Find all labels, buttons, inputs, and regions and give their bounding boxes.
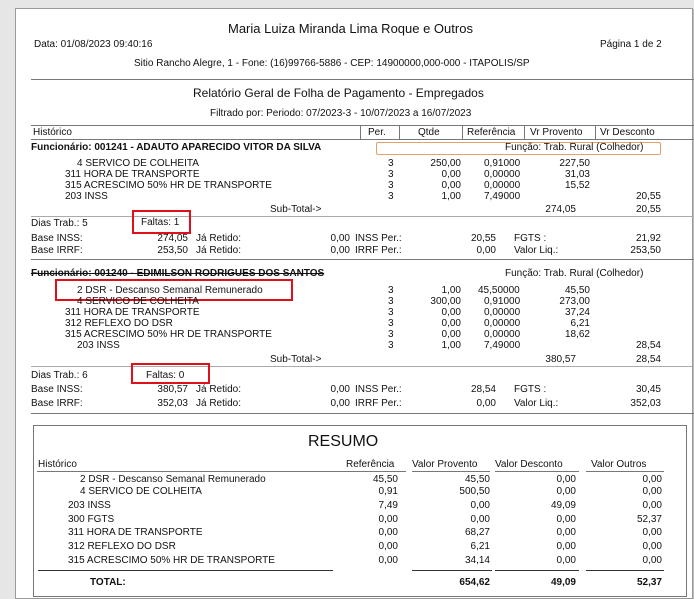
resumo-row-desc: 4 SERVICO DE COLHEITA	[80, 486, 202, 497]
fgts-value: 21,92	[635, 233, 661, 244]
earning-ref: 0,00000	[484, 307, 521, 318]
employee-function: Função: Trab. Rural (Colhedor)	[505, 268, 644, 279]
deduction-value: 20,55	[635, 191, 661, 202]
report-page	[15, 8, 693, 599]
col-vr-provento: Vr Provento	[530, 127, 583, 138]
resumo-row-ref: 0,00	[378, 527, 398, 538]
resumo-col-referencia: Referência	[346, 459, 395, 470]
base-irrf-label: Base IRRF:	[31, 245, 83, 256]
col-vr-desconto: Vr Desconto	[600, 127, 655, 138]
resumo-row-prov: 0,00	[470, 514, 490, 525]
resumo-col-valor-outros: Valor Outros	[591, 459, 647, 470]
earning-prov: 273,00	[559, 296, 590, 307]
earning-desc: 315 ACRESCIMO 50% HR DE TRANSPORTE	[65, 329, 272, 340]
divider	[31, 79, 694, 80]
deduction-ref: 7,49000	[484, 191, 521, 202]
col-per: Per.	[368, 127, 386, 138]
base-inss-value: 274,05	[157, 233, 188, 244]
earning-qtde: 0,00	[441, 169, 461, 180]
earning-prov: 31,03	[564, 169, 590, 180]
subtotal-desconto: 20,55	[635, 204, 661, 215]
resumo-row-desc: 203 INSS	[68, 500, 111, 511]
divider	[31, 139, 694, 140]
earning-desc: 311 HORA DE TRANSPORTE	[65, 169, 200, 180]
deduction-qtde: 1,00	[441, 191, 461, 202]
valor-liq-value: 253,50	[630, 245, 661, 256]
earning-per: 3	[388, 296, 394, 307]
valor-liq-value: 352,03	[630, 398, 661, 409]
earning-qtde: 0,00	[441, 318, 461, 329]
resumo-row-ref: 0,00	[378, 541, 398, 552]
subtotal-provento: 380,57	[545, 354, 576, 365]
earning-prov: 45,50	[564, 285, 590, 296]
earning-qtde: 0,00	[441, 180, 461, 191]
deduction-desc: 203 INSS	[77, 340, 120, 351]
resumo-row-prov: 500,50	[459, 486, 490, 497]
resumo-title: RESUMO	[308, 433, 379, 450]
dias-trab: Dias Trab.: 6	[31, 370, 88, 381]
fgts-label: FGTS :	[514, 233, 547, 244]
earning-desc: 4 SERVICO DE COLHEITA	[77, 296, 199, 307]
subtotal-provento: 274,05	[545, 204, 576, 215]
earning-qtde: 300,00	[430, 296, 461, 307]
earning-ref: 0,00000	[484, 180, 521, 191]
resumo-row-desconto: 0,00	[556, 514, 576, 525]
earning-ref: 0,91000	[484, 158, 521, 169]
earning-per: 3	[388, 158, 394, 169]
fgts-label: FGTS :	[514, 384, 547, 395]
resumo-col-valor-desconto: Valor Desconto	[495, 459, 563, 470]
resumo-total-label: TOTAL:	[90, 577, 126, 588]
inss-per-label: INSS Per.:	[355, 384, 402, 395]
resumo-row-prov: 0,00	[470, 500, 490, 511]
faltas: Faltas: 0	[146, 370, 185, 381]
col-historico: Histórico	[33, 127, 72, 138]
earning-desc: 315 ACRESCIMO 50% HR DE TRANSPORTE	[65, 180, 272, 191]
resumo-row-desc: 311 HORA DE TRANSPORTE	[68, 527, 203, 538]
company-address: Sitio Rancho Alegre, 1 - Fone: (16)99766-5886 - CEP: 14900000,000-000 - ITAPOLIS/SP	[134, 58, 530, 69]
resumo-col-valor-provento: Valor Provento	[412, 459, 478, 470]
resumo-row-outros: 0,00	[642, 474, 662, 485]
resumo-row-desc: 315 ACRESCIMO 50% HR DE TRANSPORTE	[68, 555, 275, 566]
faltas: Faltas: 1	[141, 217, 180, 228]
report-date: Data: 01/08/2023 09:40:16	[34, 39, 153, 50]
employee-header: Funcionário: 001241 - ADAUTO APARECIDO VITOR DA SILVA	[31, 142, 322, 153]
valor-liq-label: Valor Liq.:	[514, 398, 559, 409]
resumo-row-ref: 0,00	[378, 555, 398, 566]
base-irrf-label: Base IRRF:	[31, 398, 83, 409]
subtotal-label: Sub-Total->	[270, 204, 322, 215]
base-irrf-value: 352,03	[157, 398, 188, 409]
earning-ref: 0,00000	[484, 318, 521, 329]
resumo-row-desconto: 0,00	[556, 555, 576, 566]
page-number: Página 1 de 2	[600, 39, 662, 50]
ja-retido-label: Já Retido:	[196, 398, 242, 409]
earning-desc: 312 REFLEXO DO DSR	[65, 318, 173, 329]
deduction-qtde: 1,00	[441, 340, 461, 351]
employee-header: Funcionário: 001240 - EDIMILSON RODRIGUES DOS SANTOS	[31, 268, 325, 279]
report-title: Relatório Geral de Folha de Pagamento - Empregados	[193, 86, 484, 100]
earning-per: 3	[388, 318, 394, 329]
deduction-per: 3	[388, 340, 394, 351]
fgts-value: 30,45	[635, 384, 661, 395]
irrf-per-value: 0,00	[476, 398, 496, 409]
earning-prov: 37,24	[564, 307, 590, 318]
earning-qtde: 250,00	[430, 158, 461, 169]
irrf-per-label: IRRF Per.:	[355, 245, 402, 256]
resumo-row-desc: 300 FGTS	[68, 514, 115, 525]
ja-retido-value: 0,00	[330, 398, 350, 409]
earning-qtde: 1,00	[441, 285, 461, 296]
company-name: Maria Luiza Miranda Lima Roque e Outros	[228, 21, 473, 36]
earning-per: 3	[388, 329, 394, 340]
resumo-row-outros: 0,00	[642, 486, 662, 497]
resumo-total-outros: 52,37	[636, 577, 662, 588]
resumo-row-prov: 68,27	[464, 527, 490, 538]
resumo-row-ref: 0,91	[378, 486, 398, 497]
resumo-total-desconto: 49,09	[550, 577, 576, 588]
resumo-row-ref: 0,00	[378, 514, 398, 525]
employee-function: Função: Trab. Rural (Colhedor)	[505, 142, 644, 153]
resumo-row-ref: 45,50	[372, 474, 398, 485]
earning-desc: 2 DSR - Descanso Semanal Remunerado	[77, 285, 263, 296]
resumo-row-desconto: 0,00	[556, 486, 576, 497]
col-referencia: Referência	[467, 127, 516, 138]
earning-prov: 18,62	[564, 329, 590, 340]
resumo-row-prov: 6,21	[470, 541, 490, 552]
earning-per: 3	[388, 307, 394, 318]
earning-qtde: 0,00	[441, 329, 461, 340]
subtotal-label: Sub-Total->	[270, 354, 322, 365]
col-qtde: Qtde	[418, 127, 440, 138]
earning-qtde: 0,00	[441, 307, 461, 318]
resumo-row-outros: 0,00	[642, 527, 662, 538]
ja-retido-label: Já Retido:	[196, 233, 242, 244]
resumo-row-prov: 45,50	[464, 474, 490, 485]
earning-ref: 0,00000	[484, 329, 521, 340]
irrf-per-label: IRRF Per.:	[355, 398, 402, 409]
resumo-row-desc: 312 REFLEXO DO DSR	[68, 541, 176, 552]
earning-desc: 311 HORA DE TRANSPORTE	[65, 307, 200, 318]
base-inss-value: 380,57	[157, 384, 188, 395]
ja-retido-label: Já Retido:	[196, 245, 242, 256]
earning-prov: 227,50	[559, 158, 590, 169]
inss-per-label: INSS Per.:	[355, 233, 402, 244]
resumo-col-historico: Histórico	[38, 459, 77, 470]
irrf-per-value: 0,00	[476, 245, 496, 256]
earning-prov: 6,21	[570, 318, 590, 329]
inss-per-value: 20,55	[470, 233, 496, 244]
resumo-row-ref: 7,49	[378, 500, 398, 511]
earning-ref: 45,50000	[478, 285, 520, 296]
earning-ref: 0,00000	[484, 169, 521, 180]
inss-per-value: 28,54	[470, 384, 496, 395]
subtotal-desconto: 28,54	[635, 354, 661, 365]
ja-retido-value: 0,00	[330, 233, 350, 244]
resumo-row-desconto: 0,00	[556, 541, 576, 552]
resumo-total-provento: 654,62	[459, 577, 490, 588]
resumo-row-prov: 34,14	[464, 555, 490, 566]
deduction-per: 3	[388, 191, 394, 202]
base-inss-label: Base INSS:	[31, 384, 83, 395]
dias-trab: Dias Trab.: 5	[31, 218, 88, 229]
deduction-value: 28,54	[635, 340, 661, 351]
earning-per: 3	[388, 169, 394, 180]
earning-desc: 4 SERVICO DE COLHEITA	[77, 158, 199, 169]
earning-ref: 0,91000	[484, 296, 521, 307]
ja-retido-label: Já Retido:	[196, 384, 242, 395]
earning-per: 3	[388, 285, 394, 296]
resumo-row-outros: 52,37	[636, 514, 662, 525]
resumo-row-desconto: 49,09	[550, 500, 576, 511]
earning-prov: 15,52	[564, 180, 590, 191]
resumo-row-outros: 0,00	[642, 555, 662, 566]
valor-liq-label: Valor Liq.:	[514, 245, 559, 256]
ja-retido-value: 0,00	[330, 245, 350, 256]
resumo-row-desc: 2 DSR - Descanso Semanal Remunerado	[80, 474, 266, 485]
earning-per: 3	[388, 180, 394, 191]
ja-retido-value: 0,00	[330, 384, 350, 395]
base-inss-label: Base INSS:	[31, 233, 83, 244]
resumo-row-outros: 0,00	[642, 541, 662, 552]
resumo-row-desconto: 0,00	[556, 527, 576, 538]
report-filter: Filtrado por: Periodo: 07/2023-3 - 10/07/2023 a 16/07/2023	[210, 108, 472, 119]
deduction-desc: 203 INSS	[65, 191, 108, 202]
resumo-row-outros: 0,00	[642, 500, 662, 511]
base-irrf-value: 253,50	[157, 245, 188, 256]
deduction-ref: 7,49000	[484, 340, 521, 351]
resumo-row-desconto: 0,00	[556, 474, 576, 485]
